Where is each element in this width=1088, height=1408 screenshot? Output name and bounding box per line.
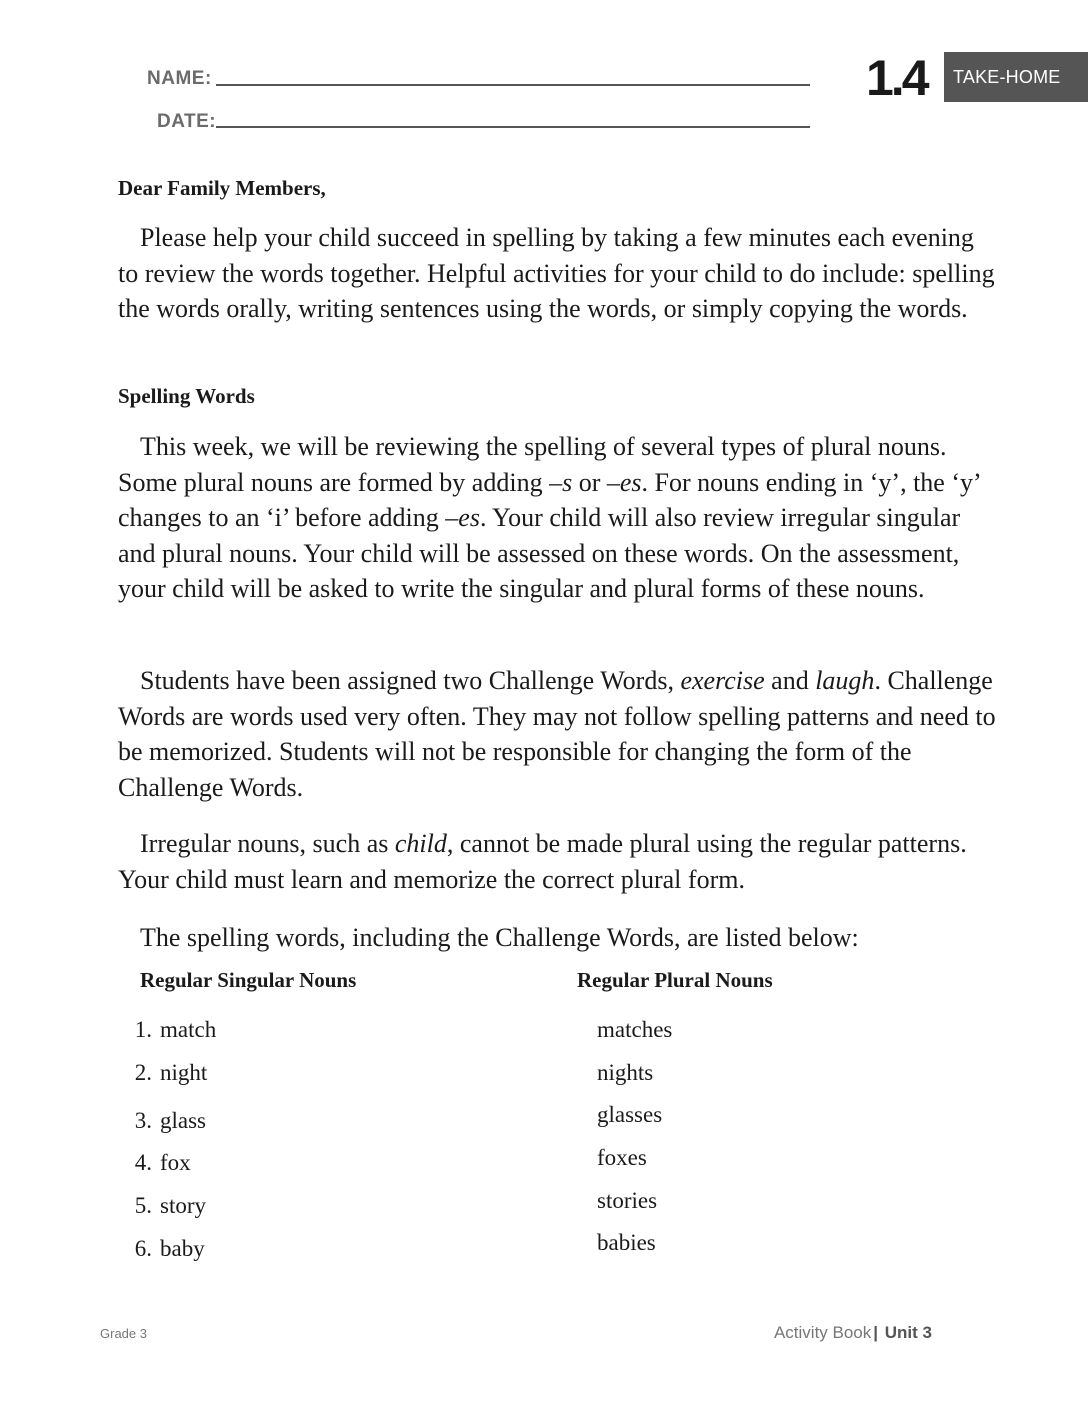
list-item: 2. night [134, 1060, 208, 1085]
name-label: NAME: [147, 68, 212, 89]
greeting: Dear Family Members, [118, 176, 326, 200]
footer-book-unit [774, 1323, 932, 1343]
name-line[interactable] [216, 84, 810, 86]
list-item: 3. glass [134, 1108, 206, 1133]
list-item: 1. match [134, 1017, 217, 1042]
lesson-number: 1.4 [866, 50, 927, 106]
paragraph-plural-rules: This week, we will be reviewing the spelling of several types of plural nouns. Some plural nouns are formed by adding –s or –es. For nouns ending in ‘y’, the ‘y’ changes to an ‘i’ before adding –es. Your child will also review irregular singular and plural nouns. Your child will be assessed on these words. On the assessment, your child will be asked to write the singular and plural forms of these nouns. [118, 432, 980, 603]
footer-unit: Unit 3 [884, 1323, 932, 1342]
section-heading: Spelling Words [118, 384, 255, 408]
plural-word: stories [597, 1188, 658, 1213]
take-home-tag: TAKE-HOME [944, 52, 1088, 102]
plural-word: nights [597, 1060, 654, 1085]
date-line[interactable] [216, 126, 810, 128]
intro-paragraph: Please help your child succeed in spelling by taking a few minutes each evening to review the words together. Helpful activities for your child to do include: spelling the words orally, writing sentences using the words, or simply copying the words. [118, 223, 995, 323]
singular-column-heading: Regular Singular Nouns [140, 968, 357, 992]
plural-word: foxes [597, 1145, 647, 1170]
paragraph-irregular-nouns: Irregular nouns, such as child, cannot be made plural using the regular patterns. Your child must learn and memorize the correct plural form. [118, 829, 967, 894]
plural-word: babies [597, 1230, 656, 1255]
plural-word: matches [597, 1017, 673, 1042]
date-label: DATE: [157, 111, 217, 132]
list-item: 4. fox [134, 1150, 191, 1175]
paragraph-challenge-words: Students have been assigned two Challenge Words, exercise and laugh. Challenge Words are words used very often. They may not follow spelling patterns and need to be memorized. Students will not be responsible for changing the form of the Challenge Words. [118, 666, 996, 802]
list-item: 6. baby [134, 1236, 205, 1261]
list-item: 5. story [134, 1193, 206, 1218]
footer-separator: | [873, 1323, 879, 1342]
footer-book: Activity Book [773, 1323, 872, 1342]
plural-column-heading: Regular Plural Nouns [577, 968, 773, 992]
footer-grade: Grade 3 [100, 1326, 147, 1341]
plural-word: glasses [597, 1102, 663, 1127]
list-intro: The spelling words, including the Challenge Words, are listed below: [140, 923, 859, 952]
